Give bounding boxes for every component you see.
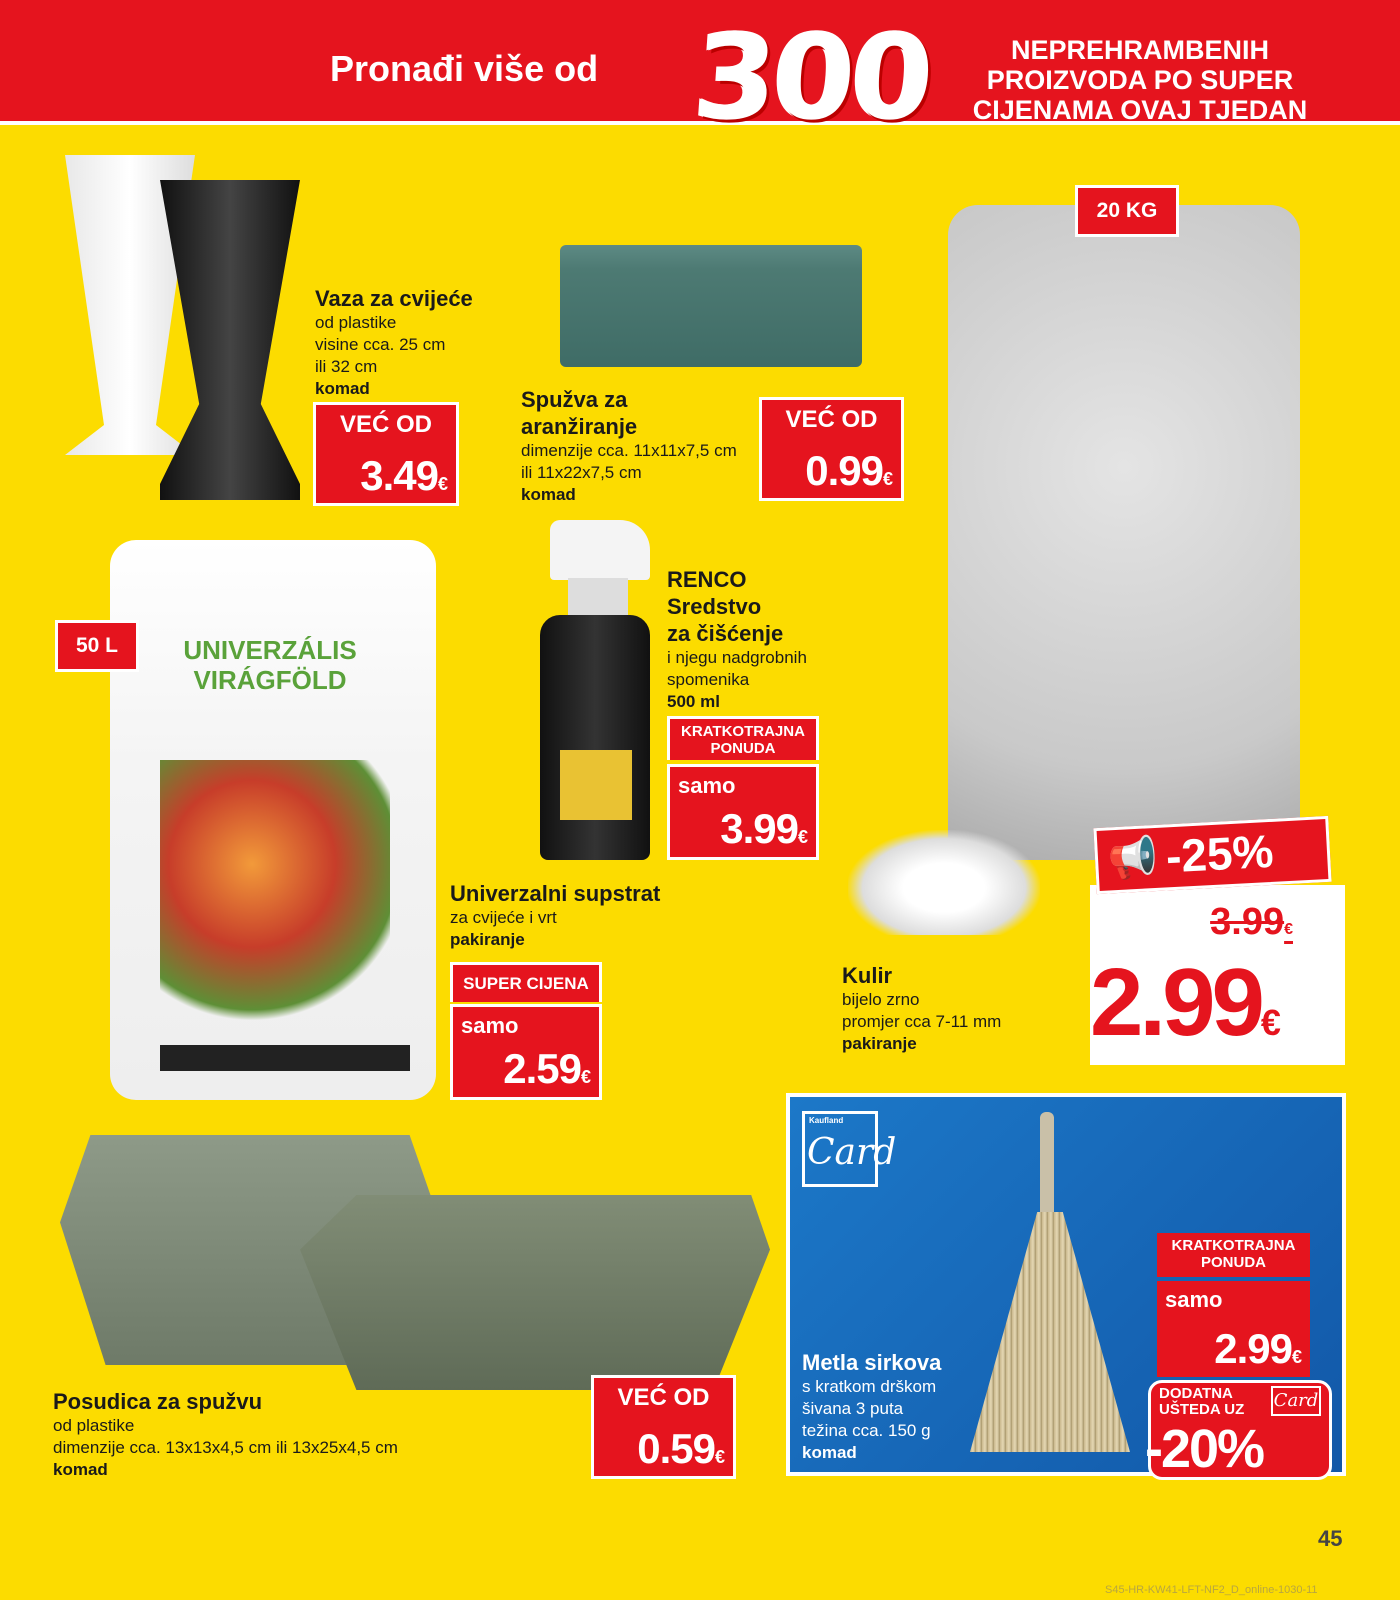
product-desc: za cvijeće i vrt [450, 908, 557, 927]
product-desc: dimenzije cca. 13x13x4,5 cm ili 13x25x4,5 cm [53, 1438, 398, 1457]
price-value: 2.99 [1214, 1325, 1292, 1372]
extra-line: UŠTEDA UZ [1159, 1401, 1245, 1418]
extra-discount-value: -20% [1145, 1419, 1264, 1479]
vase-image [50, 155, 320, 500]
product-unit: komad [53, 1460, 108, 1479]
old-price: 3.99 [1210, 901, 1285, 943]
kaufland-card-logo [802, 1111, 897, 1187]
extra-line: DODATNA [1159, 1385, 1233, 1402]
product-title: Posudica za spužvu [53, 1389, 263, 1414]
price-tag-label: VEĆ OD [759, 397, 904, 441]
product-brand: RENCO [667, 567, 747, 592]
price-value: 3.99 [720, 805, 798, 852]
price-tag-label [1157, 1233, 1310, 1277]
gravel-bag-image [948, 205, 1300, 860]
price-box [450, 1004, 602, 1100]
price-value: 2.99 [1090, 949, 1261, 1056]
product-desc: promjer cca 7-11 mm [842, 1012, 1002, 1031]
currency: € [797, 827, 808, 847]
currency: € [580, 1067, 591, 1087]
gravel-pile-image [848, 830, 1040, 935]
product-unit: 500 ml [667, 692, 720, 711]
price-tag-label: VEĆ OD [313, 402, 459, 446]
kulir-info [842, 962, 1001, 1055]
tag-line: KRATKOTRAJNA [1171, 1237, 1296, 1254]
currency: € [1260, 1002, 1277, 1043]
product-desc: dimenzije cca. 11x11x7,5 cm [521, 441, 737, 460]
samo-label: samo [461, 1013, 519, 1038]
samo-label: samo [1165, 1287, 1223, 1312]
product-title: Sredstvo [667, 594, 762, 619]
cleaner-bottle-image [540, 520, 652, 860]
price-box [591, 1419, 736, 1479]
broom-info [802, 1349, 941, 1464]
renco-info [667, 566, 807, 713]
tag-line: KRATKOTRAJNA [681, 723, 805, 740]
megaphone-icon: 📢 [1106, 834, 1159, 882]
currency: € [437, 474, 448, 494]
price-box [1157, 1281, 1310, 1377]
card-brand: Kaufland [809, 1116, 844, 1125]
tag-line: PONUDA [710, 740, 776, 757]
product-unit: komad [802, 1443, 857, 1462]
product-title: Vaza za cvijeće [315, 286, 473, 311]
broom-image [1040, 1112, 1054, 1222]
product-desc: i njegu nadgrobnih [667, 648, 807, 667]
price-box [313, 446, 459, 506]
tray-image [300, 1195, 770, 1390]
product-desc: spomenika [667, 670, 750, 689]
price-value: 0.99 [805, 447, 883, 494]
product-desc: ili 32 cm [315, 357, 378, 376]
product-desc: visine cca. 25 cm [315, 335, 446, 354]
price-tag-label: VEĆ OD [591, 1375, 736, 1419]
card-word: Card [807, 1132, 897, 1173]
soil-bag-image: UNIVERZÁLIS VIRÁGFÖLD [110, 540, 436, 1100]
product-desc: težina cca. 150 g [802, 1421, 931, 1440]
product-desc: ili 11x22x7,5 cm [521, 463, 642, 482]
samo-label: samo [678, 773, 736, 798]
product-title: za čišćenje [667, 621, 784, 646]
header-number: 300 [690, 8, 935, 146]
product-title: Spužva za [521, 387, 628, 412]
card-icon: Card [1271, 1386, 1321, 1416]
discount-badge [1093, 816, 1331, 894]
page-number: 45 [1318, 1526, 1343, 1551]
currency: € [1291, 1347, 1302, 1367]
discount-value: -25% [1164, 824, 1275, 883]
kulir-price-panel [1090, 885, 1345, 1065]
price-box [667, 764, 819, 860]
price-tag-label: SUPER CIJENA [450, 962, 602, 1002]
currency: € [714, 1447, 725, 1467]
header-banner [0, 0, 1400, 146]
card-extra-discount [1145, 1380, 1332, 1480]
sponge-image [560, 245, 862, 367]
price-box [759, 441, 904, 501]
product-desc: s kratkom drškom [802, 1377, 937, 1396]
header-tail [950, 35, 1330, 125]
product-desc: od plastike [53, 1416, 135, 1435]
vase-info [315, 285, 473, 400]
product-title: aranžiranje [521, 414, 638, 439]
product-title: Univerzalni supstrat [450, 881, 661, 906]
footer-code: S45-HR-KW41-LFT-NF2_D_online-1030-11 [1105, 1584, 1318, 1596]
tag-line: PONUDA [1200, 1254, 1266, 1271]
header-tail-line: CIJENAMA OVAJ TJEDAN [972, 95, 1308, 125]
volume-badge: 50 L [55, 620, 139, 672]
currency: € [1284, 921, 1293, 938]
header-lead: Pronađi više od [330, 48, 599, 89]
tray-info [53, 1388, 398, 1481]
product-desc: šivana 3 puta [802, 1399, 904, 1418]
product-desc: bijelo zrno [842, 990, 920, 1009]
product-desc: od plastike [315, 313, 397, 332]
currency: € [882, 469, 893, 489]
header-tail-line: NEPREHRAMBENIH [1010, 35, 1270, 65]
product-unit: pakiranje [842, 1034, 917, 1053]
product-unit: komad [521, 485, 576, 504]
price-value: 0.59 [637, 1425, 715, 1472]
substrate-info [450, 880, 660, 951]
product-title: Kulir [842, 963, 893, 988]
product-unit: komad [315, 379, 370, 398]
product-title: Metla sirkova [802, 1350, 942, 1375]
price-value: 3.49 [360, 452, 438, 499]
sponge-info [521, 386, 737, 506]
weight-badge: 20 KG [1075, 185, 1179, 237]
broom-image [970, 1212, 1130, 1452]
product-unit: pakiranje [450, 930, 525, 949]
price-value: 2.59 [503, 1045, 581, 1092]
price-tag-label [667, 716, 819, 760]
header-tail-line: PROIZVODA PO SUPER [986, 65, 1294, 95]
